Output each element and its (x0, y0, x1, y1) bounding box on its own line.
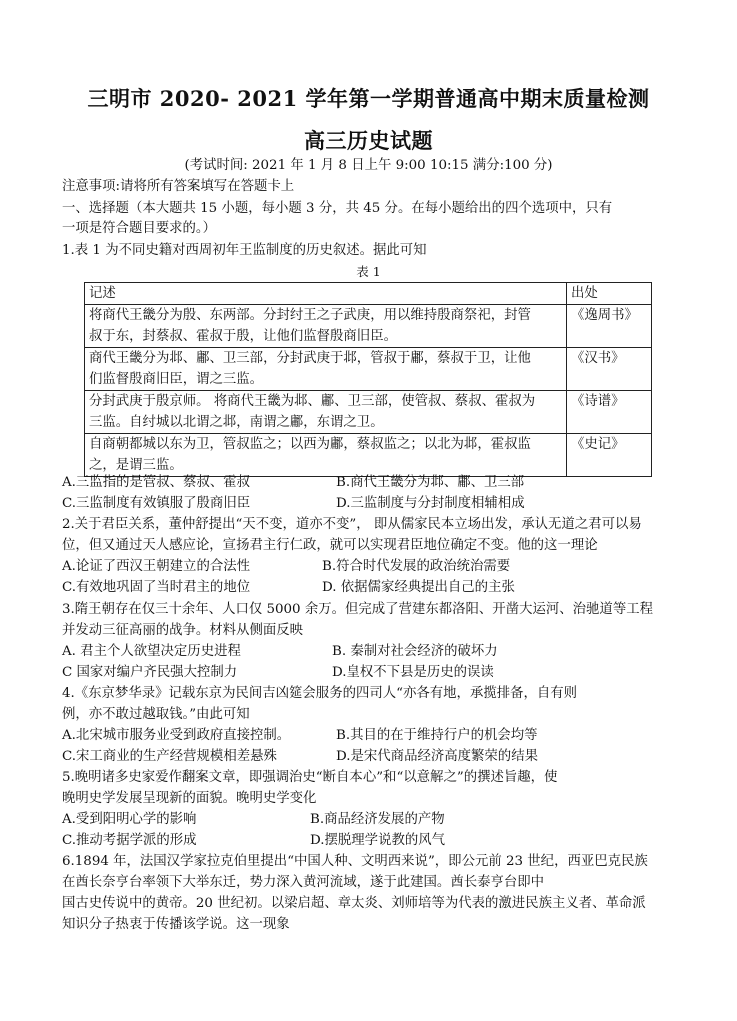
record-line: 叔于东，封蔡叔、霍叔于殷，让他们监督殷商旧臣。 (89, 329, 397, 344)
record-cell (85, 348, 567, 391)
history-table (84, 282, 652, 477)
table-row (85, 434, 652, 477)
header-cell-record: 记述 (85, 283, 567, 305)
q2-option-c: C.有效地巩固了当时君主的地位 (62, 580, 251, 595)
q6-stem: 6.1894 年，法国汉学家拉克伯里提出“中国人种、文明西来说”，即公元前 23 世纪，西亚巴克民族 (62, 854, 648, 869)
record-line: 分封武庚于殷京师。 将商代王畿为邶、鄘、卫三部，使管叔、蔡叔、霍叔为 (89, 394, 536, 409)
record-line: 们监督殷商旧臣，谓之三监。 (89, 372, 264, 387)
q4-option-b: B.其目的在于维持行户的机会均等 (336, 728, 538, 743)
record-line: 之，是谓三监。 (89, 458, 183, 473)
q3-stem: 3.隋王朝存在仅三十余年、人口仅 5000 余万。但完成了营建东都洛阳、开凿大运河、治驰道等工程 (62, 602, 653, 617)
q6-stem-cont: 在酋长奈亨台率领下大举东迁，势力深入黄河流域，遂于此建国。酋长泰亨台即中 (62, 875, 545, 890)
q5-option-a: A.受到阳明心学的影响 (62, 812, 197, 827)
q1-option-a: A.三监指的是管叔、蔡叔、霍叔 (62, 475, 251, 490)
q3-option-b: B. 秦制对社会经济的破坏力 (332, 644, 498, 659)
q3-option-c: C 国家对编户齐民强大控制力 (62, 665, 238, 680)
q3-option-a: A. 君主个人欲望决定历史进程 (62, 644, 241, 659)
q5-option-c: C.推动考据学派的形成 (62, 833, 197, 848)
q5-stem-cont: 晚明史学发展呈现新的面貌。晚明史学变化 (62, 791, 317, 806)
q5-stem: 5.晚明诸多史家爱作翻案文章，即强调治史“断自本心”和“以意解之”的撰述旨趣，使 (62, 770, 558, 785)
q3-option-d: D.皇权不下县是历史的误读 (332, 665, 494, 680)
q4-stem-cont: 例，亦不敢过越取钱。”由此可知 (62, 707, 250, 722)
q4-option-a: A.北宋城市服务业受到政府直接控制。 (62, 728, 291, 743)
q1-option-b: B.商代王畿分为邶、鄘、卫三部 (336, 475, 525, 490)
q4-stem: 4.《东京梦华录》记载东京为民间吉凶筵会服务的四司人“亦各有地，承揽排备，自有则 (62, 686, 578, 701)
q5-option-b: B.商品经济发展的产物 (310, 812, 445, 827)
q5-option-d: D.摆脱理学说教的风气 (310, 833, 446, 848)
record-cell (85, 391, 567, 434)
notice: 注意事项:请将所有答案填写在答题卡上 (62, 179, 295, 194)
record-line: 自商朝都城以东为卫，管叔监之；以西为鄘，蔡叔监之；以北为邶，霍叔监 (89, 437, 531, 452)
record-cell (85, 434, 567, 477)
section-instruction: 一、选择题（本大题共 15 小题，每小题 3 分，共 45 分。在每小题给出的四个选项中，只有 (62, 201, 613, 216)
q2-stem: 2.关于君臣关系，董仲舒提出“天不变，道亦不变”， 即从儒家民本立场出发，承认无道之君可以易 (62, 517, 642, 532)
q4-option-c: C.宋工商业的生产经营规模相差悬殊 (62, 749, 277, 764)
q2-stem-cont: 位，但又通过天人感应论，宣扬君主行仁政，就可以实现君臣地位确定不变。他的这一理论 (62, 538, 598, 553)
q6-stem-cont: 国古史传说中的黄帝。20 世纪初。以梁启超、章太炎、刘师培等为代表的激进民族主义者、革命派 (62, 896, 646, 911)
q1-option-c: C.三监制度有效镇服了殷商旧臣 (62, 496, 251, 511)
q2-option-b: B.符合时代发展的政治统治需要 (322, 559, 511, 574)
q3-stem-cont: 并发动三征高丽的战争。材料从侧面反映 (62, 623, 304, 638)
q4-option-d: D.是宋代商品经济高度繁荣的结果 (336, 749, 538, 764)
record-line: 三监。自纣城以北谓之邶，南谓之鄘，东谓之卫。 (89, 415, 384, 430)
record-line: 将商代王畿分为殷、东两部。分封纣王之子武庚，用以维持殷商祭祀，封管 (89, 308, 531, 323)
source-cell: 《史记》 (567, 434, 652, 477)
table-row (85, 391, 652, 434)
record-line: 商代王畿分为邶、鄘、卫三部，分封武庚于邶，管叔于鄘，蔡叔于卫，让他 (89, 351, 531, 366)
exam-info: (考试时间: 2021 年 1 月 8 日上午 9:00 10:15 满分:100 分) (184, 158, 553, 173)
q2-option-a: A.论证了西汉王朝建立的合法性 (62, 559, 251, 574)
table-caption: 表 1 (356, 264, 381, 279)
exam-subtitle: 高三历史试题 (304, 128, 433, 153)
table-row (85, 305, 652, 348)
exam-title: 三明市 2020- 2021 学年第一学期普通高中期末质量检测 (87, 86, 650, 111)
q6-stem-cont: 知识分子热衷于传播该学说。这一现象 (62, 917, 290, 932)
q2-option-d: D. 依据儒家经典提出自己的主张 (322, 580, 515, 595)
record-cell (85, 305, 567, 348)
q1-option-d: D.三监制度与分封制度相辅相成 (336, 496, 525, 511)
source-cell: 《汉书》 (567, 348, 652, 391)
q1-stem: 1.表 1 为不同史籍对西周初年王监制度的历史叙述。据此可知 (62, 243, 427, 258)
source-cell: 《逸周书》 (567, 305, 652, 348)
table-header-row (85, 283, 652, 305)
source-cell: 《诗谱》 (567, 391, 652, 434)
section-instruction-cont: 一项是符合题目要求的。） (62, 221, 216, 236)
table-row (85, 348, 652, 391)
header-cell-source: 出处 (567, 283, 652, 305)
